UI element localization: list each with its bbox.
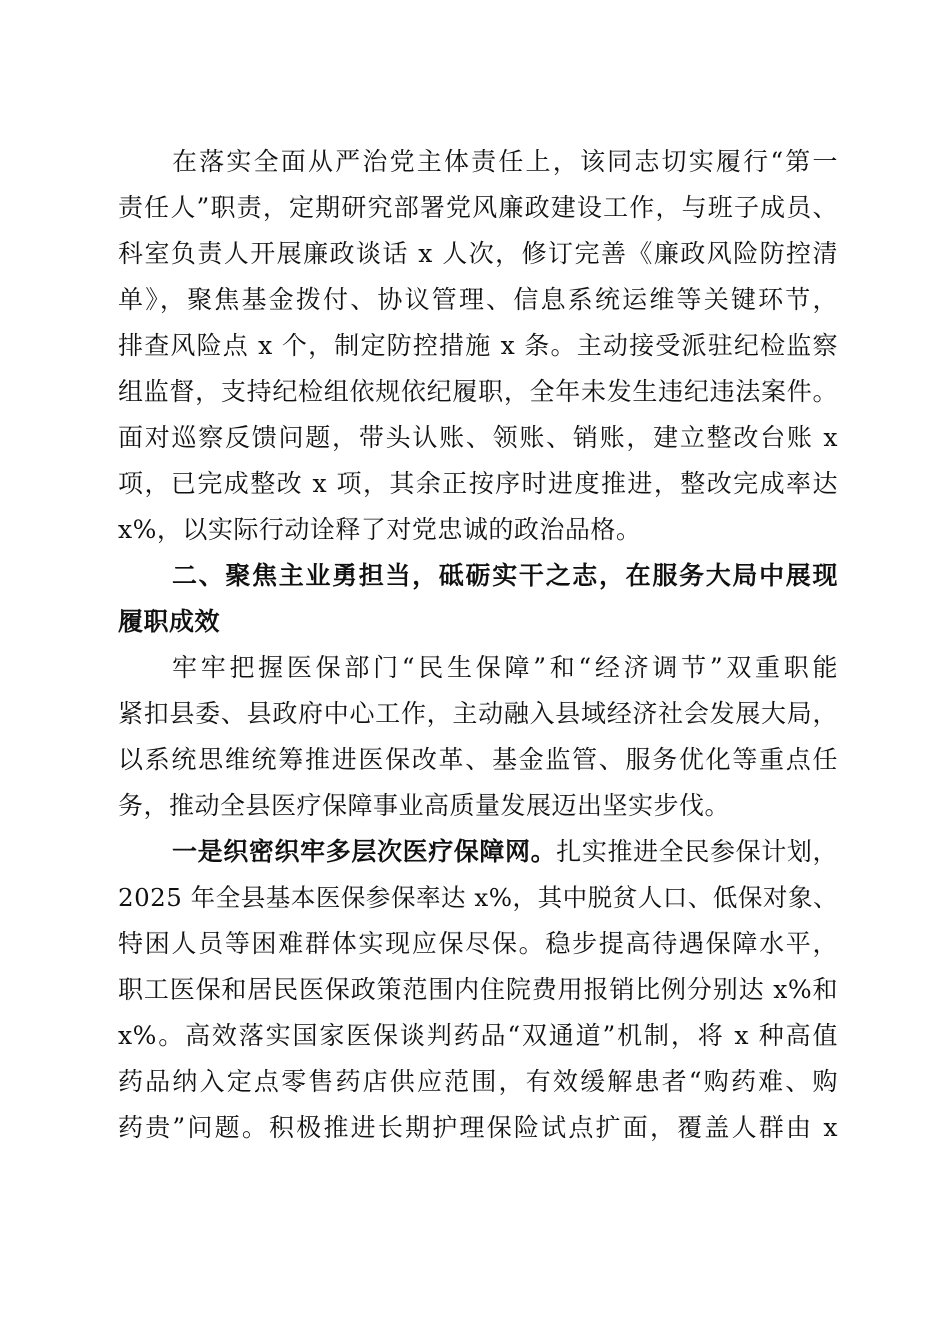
paragraph-line: 紧扣县委、县政府中心工作，主动融入县域经济社会发展大局， [118, 699, 838, 728]
paragraph-line: x%。高效落实国家医保谈判药品“双通道”机制，将 x 种高值 [118, 1021, 838, 1050]
paragraph-line: 药贵”问题。积极推进长期护理保险试点扩面，覆盖人群由 x [118, 1113, 838, 1142]
paragraph-line: 排查风险点 x 个，制定防控措施 x 条。主动接受派驻纪检监察 [118, 331, 838, 360]
paragraph-line: 务，推动全县医疗保障事业高质量发展迈出坚实步伐。 [118, 791, 731, 820]
paragraph-lead-rest: 扎实推进全民参保计划， [556, 837, 838, 866]
paragraph-line: 以系统思维统筹推进医保改革、基金监管、服务优化等重点任 [118, 745, 838, 774]
paragraph-line: 项，已完成整改 x 项，其余正按序时进度推进，整改完成率达 [118, 469, 838, 498]
paragraph-line: 责任人”职责，定期研究部署党风廉政建设工作，与班子成员、 [118, 193, 838, 222]
paragraph-line: 单》，聚焦基金拨付、协议管理、信息系统运维等关键环节， [118, 285, 838, 314]
paragraph-line: 2025 年全县基本医保参保率达 x%，其中脱贫人口、低保对象、 [118, 883, 838, 912]
paragraph-line: x%，以实际行动诠释了对党忠诚的政治品格。 [118, 515, 642, 544]
paragraph-line: 在落实全面从严治党主体责任上，该同志切实履行“第一 [172, 147, 838, 176]
paragraph-line: 职工医保和居民医保政策范围内住院费用报销比例分别达 x%和 [118, 975, 838, 1004]
paragraph-line: 牢牢把握医保部门“民生保障”和“经济调节”双重职能 [172, 653, 838, 682]
paragraph-line: 科室负责人开展廉政谈话 x 人次，修订完善《廉政风险防控清 [118, 239, 838, 268]
paragraph-line: 特困人员等困难群体实现应保尽保。稳步提高待遇保障水平， [118, 929, 838, 958]
section-heading: 履职成效 [118, 607, 221, 636]
paragraph-first-line [172, 832, 838, 872]
paragraph-lead: 一是织密织牢多层次医疗保障网。 [172, 837, 557, 866]
paragraph-line: 组监督，支持纪检组依规依纪履职，全年未发生违纪违法案件。 [118, 377, 838, 406]
section-heading: 二、聚焦主业勇担当，砥砺实干之志，在服务大局中展现 [172, 561, 838, 590]
paragraph-line: 药品纳入定点零售药店供应范围，有效缓解患者“购药难、购 [118, 1067, 838, 1096]
paragraph-line: 面对巡察反馈问题，带头认账、领账、销账，建立整改台账 x [118, 423, 838, 452]
